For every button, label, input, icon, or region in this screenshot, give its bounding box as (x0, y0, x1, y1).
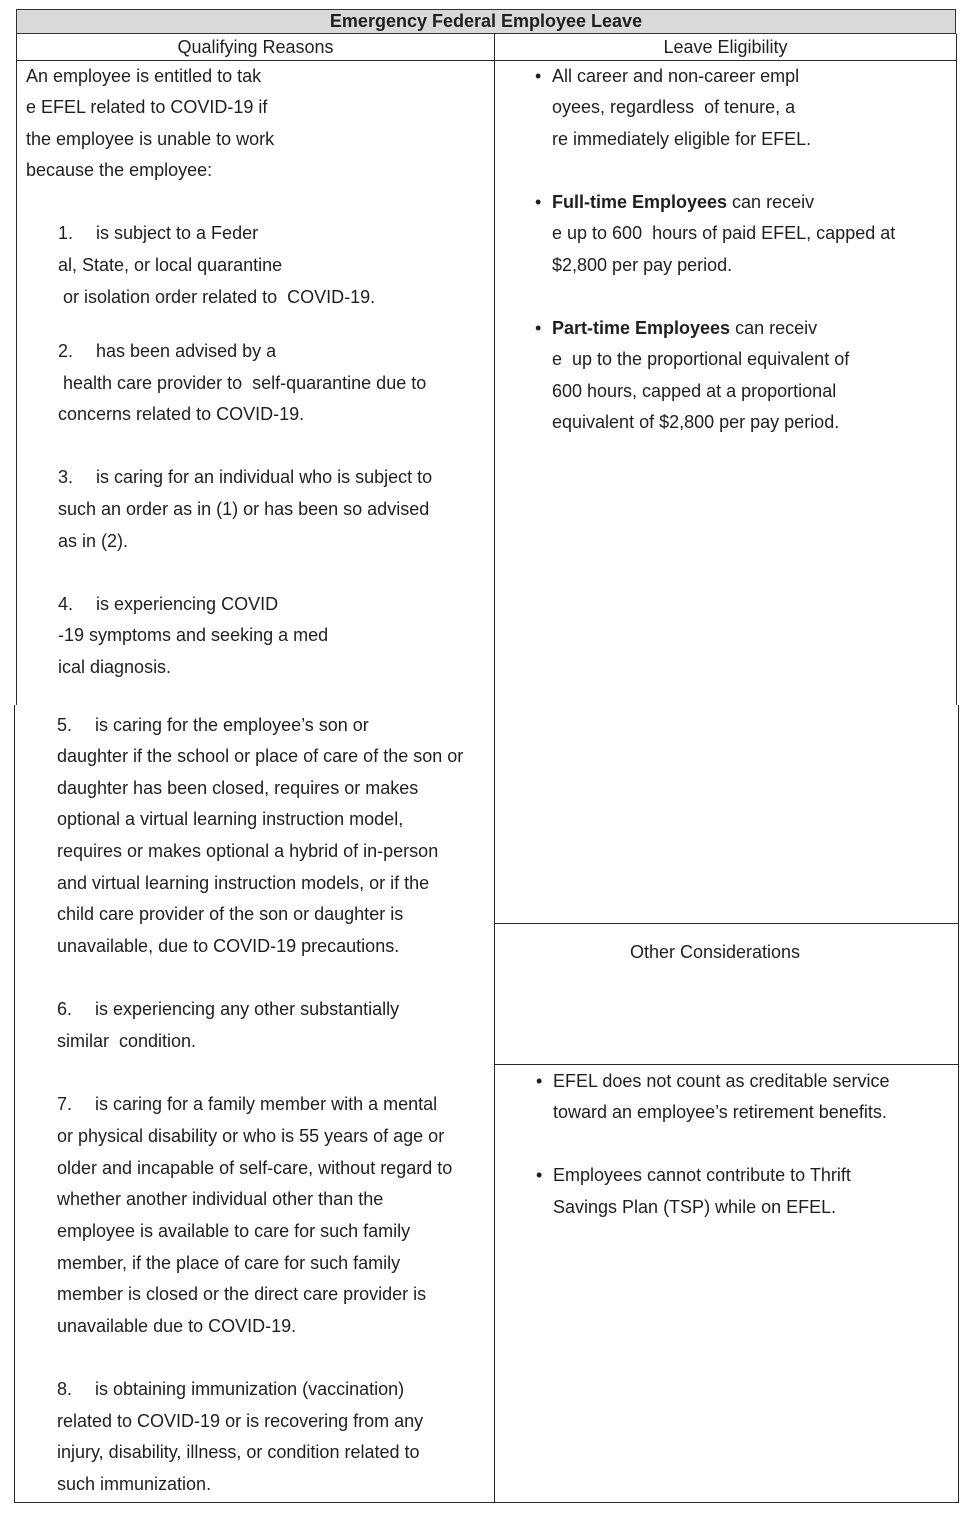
column-divider (494, 34, 495, 1503)
table-bottom-rule (14, 1502, 959, 1503)
item-first-line (57, 1089, 437, 1121)
item-text: daughter if the school or place of care of the son or (57, 746, 464, 766)
item-text: is caring for a family member with a mental (95, 1094, 438, 1114)
item-number: 6. (57, 999, 73, 1019)
item-text: daughter has been closed, requires or makes (57, 778, 419, 798)
item-text: -19 symptoms and seeking a med (58, 625, 329, 645)
item-first-line (57, 1374, 404, 1406)
bullet-text: re immediately eligible for EFEL. (552, 129, 812, 149)
item-text: member, if the place of care for such family (57, 1253, 401, 1273)
header-other-considerations: Other Considerations (629, 942, 801, 962)
other-header-bottom-rule (494, 1064, 959, 1065)
item-text: as in (2). (58, 531, 129, 551)
item-text: unavailable, due to COVID-19 precautions. (57, 936, 400, 956)
bullet-icon: • (535, 318, 542, 338)
outer-right-border-top (956, 34, 957, 705)
bullet-icon: • (536, 1071, 543, 1091)
item-number: 3. (58, 467, 74, 487)
item-number: 4. (58, 594, 74, 614)
item-text: is caring for an individual who is subject to (96, 467, 433, 487)
item-text: is caring for the employee’s son or (95, 715, 369, 735)
outer-right-border-bottom (958, 705, 959, 1503)
other-header-top-rule (494, 923, 959, 924)
item-text: health care provider to self-quarantine due to (58, 373, 427, 393)
item-number: 5. (57, 715, 73, 735)
item-text: unavailable due to COVID-19. (57, 1316, 297, 1336)
bullet-text: can receiv (730, 318, 818, 338)
item-text: has been advised by a (96, 341, 277, 361)
item-text: is subject to a Feder (96, 223, 259, 243)
outer-left-border-bottom (14, 705, 15, 1503)
bullet-icon: • (536, 1165, 543, 1185)
header-leave-eligibility: Leave Eligibility (663, 37, 788, 57)
item-text: optional a virtual learning instruction model, (57, 809, 404, 829)
item-text: older and incapable of self-care, without regard to (57, 1158, 453, 1178)
bullet-text: 600 hours, capped at a proportional (552, 381, 837, 401)
bullet-icon: • (535, 192, 542, 212)
item-text: al, State, or local quarantine (58, 255, 283, 275)
bullet-text: e up to 600 hours of paid EFEL, capped at (552, 223, 896, 243)
item-text: or physical disability or who is 55 years of age or (57, 1126, 445, 1146)
item-text: employee is available to care for such family (57, 1221, 411, 1241)
item-text: and virtual learning instruction models, or if the (57, 873, 430, 893)
bullet-icon: • (535, 66, 542, 86)
item-number: 7. (57, 1094, 73, 1114)
bullet-text: $2,800 per pay period. (552, 255, 733, 275)
item-text: related to COVID-19 or is recovering from any (57, 1411, 424, 1431)
outer-left-border-top (16, 34, 17, 705)
item-text: is experiencing COVID (96, 594, 279, 614)
item-text: or isolation order related to COVID-19. (58, 287, 376, 307)
bullet-text: toward an employee’s retirement benefits. (553, 1102, 887, 1122)
item-first-line (58, 336, 276, 368)
bullet-bold-label: Part-time Employees (552, 318, 731, 338)
item-text: is obtaining immunization (vaccination) (95, 1379, 405, 1399)
bullet-bold-label: Full-time Employees (552, 192, 728, 212)
item-text: injury, disability, illness, or condition related to (57, 1442, 420, 1462)
item-text: concerns related to COVID-19. (58, 404, 305, 424)
item-first-line (57, 710, 369, 742)
item-text: is experiencing any other substantially (95, 999, 400, 1019)
intro-line: e EFEL related to COVID-19 if (26, 97, 268, 117)
item-number: 8. (57, 1379, 73, 1399)
item-text: member is closed or the direct care provider is (57, 1284, 427, 1304)
intro-line: because the employee: (26, 160, 213, 180)
item-number: 2. (58, 341, 74, 361)
item-text: requires or makes optional a hybrid of in-person (57, 841, 439, 861)
bullet-text: All career and non-career empl (552, 66, 800, 86)
item-first-line (57, 994, 399, 1026)
table-title: Emergency Federal Employee Leave (16, 9, 956, 34)
header-qualifying-reasons: Qualifying Reasons (177, 37, 334, 57)
bullet-text: can receiv (727, 192, 815, 212)
bullet-text: EFEL does not count as creditable service (553, 1071, 890, 1091)
item-text: whether another individual other than the (57, 1189, 384, 1209)
item-text: similar condition. (57, 1031, 197, 1051)
item-first-line (58, 218, 258, 250)
intro-line: An employee is entitled to tak (26, 66, 262, 86)
bullet-text: oyees, regardless of tenure, a (552, 97, 796, 117)
bullet-first-line (552, 313, 817, 345)
item-text: ical diagnosis. (58, 657, 172, 677)
bullet-text: equivalent of $2,800 per pay period. (552, 412, 840, 432)
item-first-line (58, 462, 432, 494)
bullet-text: e up to the proportional equivalent of (552, 349, 850, 369)
item-text: child care provider of the son or daughter is (57, 904, 404, 924)
bullet-text: Employees cannot contribute to Thrift (553, 1165, 851, 1185)
intro-line: the employee is unable to work (26, 129, 275, 149)
item-number: 1. (58, 223, 74, 243)
bullet-text: Savings Plan (TSP) while on EFEL. (553, 1197, 837, 1217)
item-first-line (58, 589, 278, 621)
item-text: such an order as in (1) or has been so advised (58, 499, 430, 519)
item-text: such immunization. (57, 1474, 212, 1494)
bullet-first-line (552, 187, 814, 219)
